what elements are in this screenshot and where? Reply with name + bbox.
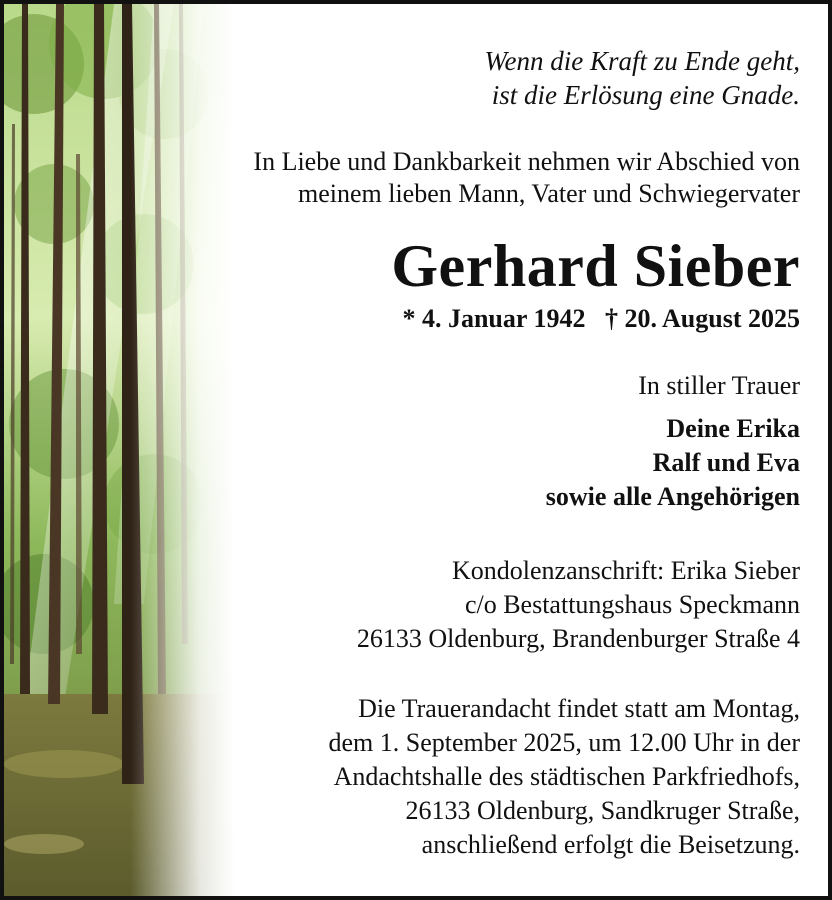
- verse-line: ist die Erlösung eine Gnade.: [491, 80, 800, 110]
- service-line: dem 1. September 2025, um 12.00 Uhr in der: [328, 728, 800, 757]
- service-line: Die Trauerandacht findet statt am Montag,: [358, 694, 800, 723]
- service-info: [180, 692, 800, 862]
- verse-line: Wenn die Kraft zu Ende geht,: [484, 46, 800, 76]
- intro-line: In Liebe und Dankbarkeit nehmen wir Abschied von: [253, 147, 800, 176]
- verse: [180, 44, 800, 112]
- notice-text: [180, 44, 800, 862]
- address-line: 26133 Oldenburg, Brandenburger Straße 4: [356, 624, 800, 653]
- service-line: 26133 Oldenburg, Sandkruger Straße,: [405, 796, 800, 825]
- life-dates: * 4. Januar 1942 † 20. August 2025: [402, 304, 800, 333]
- mourner: Deine Erika: [666, 414, 800, 443]
- intro-text: [180, 146, 800, 210]
- mourners-list: [180, 412, 800, 514]
- address-line: Kondolenzanschrift: Erika Sieber: [452, 556, 800, 585]
- service-line: Andachtshalle des städtischen Parkfriedhofs,: [333, 762, 800, 791]
- condolence-address: [180, 554, 800, 656]
- intro-line: meinem lieben Mann, Vater und Schwiegervater: [297, 179, 800, 208]
- deceased-name: Gerhard Sieber: [391, 233, 800, 299]
- mourning-label: In stiller Trauer: [638, 371, 800, 400]
- mourner: sowie alle Angehörigen: [545, 482, 800, 511]
- mourner: Ralf und Eva: [652, 448, 800, 477]
- address-line: c/o Bestattungshaus Speckmann: [464, 590, 800, 619]
- service-line: anschließend erfolgt die Beisetzung.: [421, 830, 800, 859]
